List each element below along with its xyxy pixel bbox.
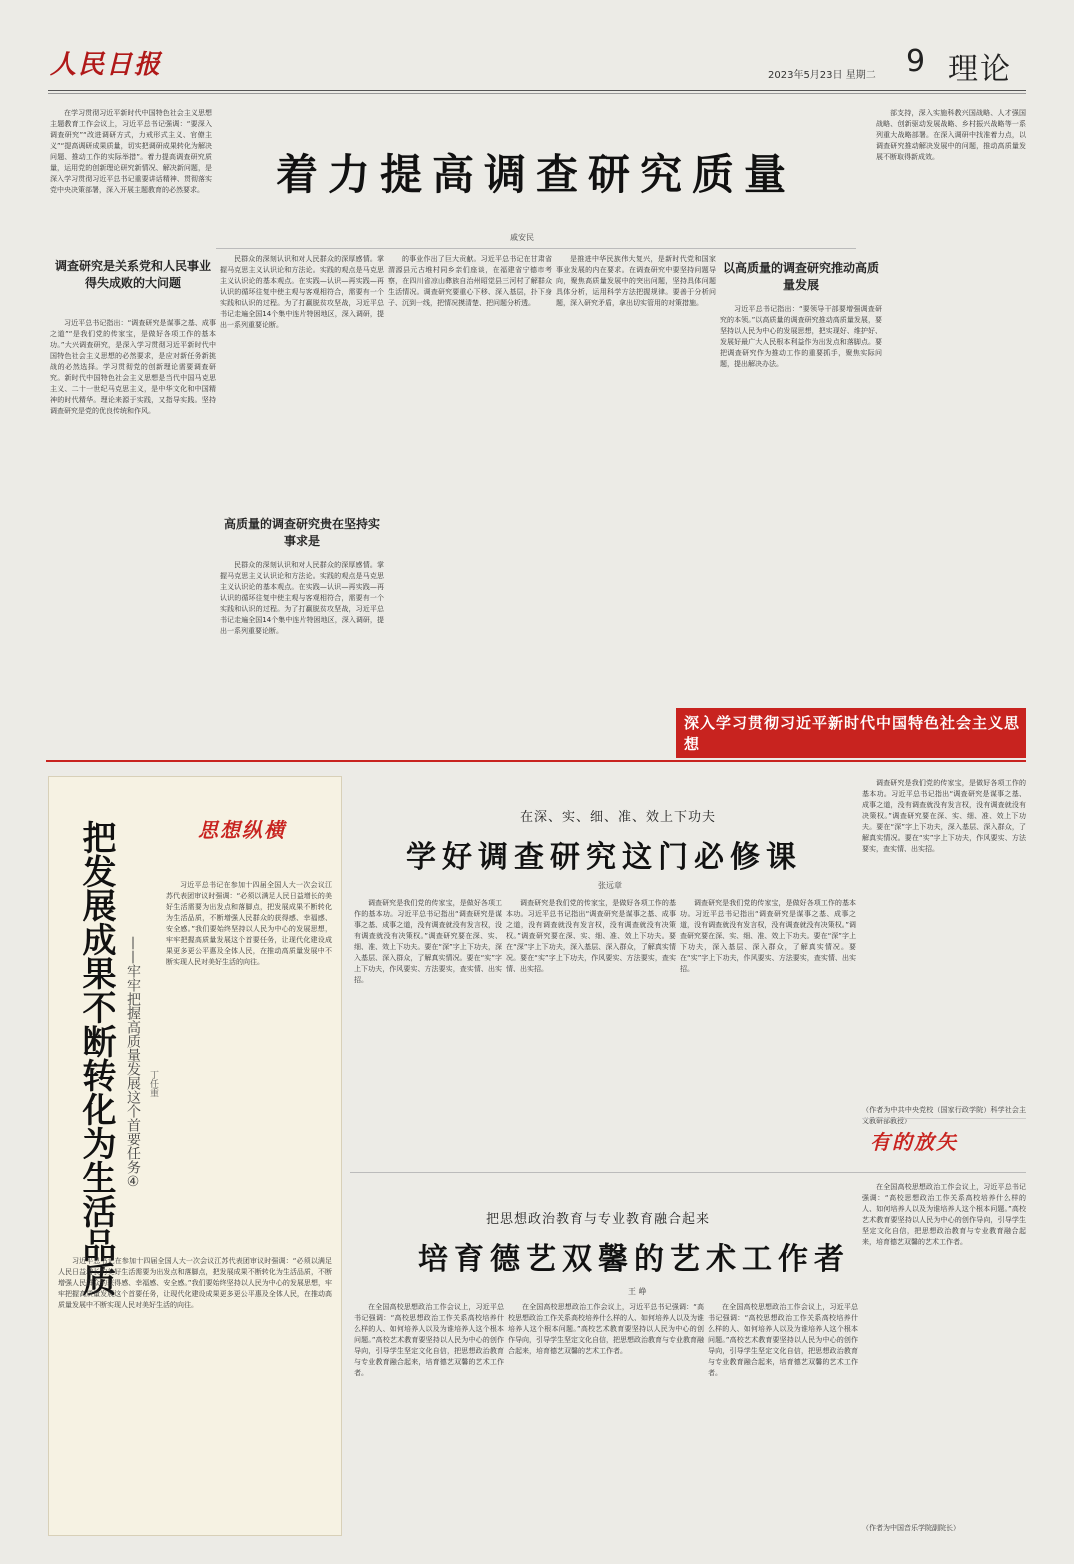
series-banner: 深入学习贯彻习近平新时代中国特色社会主义思想 [676, 708, 1026, 758]
lead-column-2: 民群众的深刻认识和对人民群众的深厚感情。掌握马克思主义认识论和方法论。实践的观点是马克思主义认识论的基本观点。在实践—认识—再实践—再认识的循环往复中使主观与客观相符合，需要有一个实践和认识的过程。为了打赢脱贫攻坚战，习近平总书记走遍全国14个集中连片特困地区，深入调研，提出一系列重要论断。 [220, 255, 384, 329]
commentary-author: 丁任重 [148, 1070, 158, 1097]
bottom-author: 王 峥 [628, 1287, 647, 1296]
issue-date: 2023年5月23日 星期二 [768, 70, 876, 81]
banner-rule [46, 760, 1026, 762]
commentary-body-cont: 习近平总书记在参加十四届全国人大一次会议江苏代表团审议时强调：“必须以满足人民日益增长的美好生活需要为出发点和落脚点，把发展成果不断转化为生活品质，不断增强人民群众的获得感、幸福感、安全感。”我们要始终坚持以人民为中心的发展思想，牢牢把握高质量发展这个首要任务，让现代化建设成果更多更公平惠及全体人民，在推动高质量发展中不断实现人民对美好生活的向往。 [58, 1257, 332, 1309]
lead-column-1: 习近平总书记指出：“调查研究是谋事之基、成事之道”“是我们党的传家宝，是做好各项工作的基本功。”大兴调查研究，是深入学习贯彻习近平新时代中国特色社会主义思想的必然要求，是应对新任务新挑战的必然选择。学习贯彻党的创新理论需要调查研究。新时代中国特色社会主义思想是当代中国马克思主义、二十一世纪马克思主义，是中华文化和中国精神的时代精华。理论来源于实践，又指导实践。坚持调查研究是党的优良传统和作风。 [50, 319, 216, 415]
middle-kicker: 在深、实、细、准、效上下功夫 [520, 810, 717, 825]
bottom-end-note: （作者为中国音乐学院副院长） [862, 1524, 960, 1532]
masthead-rule-thin [48, 93, 1026, 94]
commentary-body: 习近平总书记在参加十四届全国人大一次会议江苏代表团审议时强调：“必须以满足人民日益增长的美好生活需要为出发点和落脚点，把发展成果不断转化为生活品质，不断增强人民群众的获得感、幸福感、安全感。”我们要始终坚持以人民为中心的发展思想，牢牢把握高质量发展这个首要任务，让现代化建设成果更多更公平惠及全体人民，在推动高质量发展中不断实现人民对美好生活的向往。 [166, 881, 332, 966]
section-divider [350, 1172, 1026, 1173]
middle-column-3: 调查研究是我们党的传家宝，是做好各项工作的基本功。习近平总书记指出“调查研究是谋事之基、成事之道，没有调查就没有发言权，没有调查就没有决策权。”调查研究要在深、实、细、准、效上下功夫。要在“深”字上下功夫，深入基层、深入群众，了解真实情况。要在“实”字上下功夫，作风要实、方法要实，查实情、出实招。 [680, 899, 856, 973]
lead-subhead-1: 调查研究是关系党和人民事业得失成败的大问题 [54, 259, 211, 290]
middle-column-4: 调查研究是我们党的传家宝，是做好各项工作的基本功。习近平总书记指出“调查研究是谋事之基、成事之道，没有调查就没有发言权，没有调查就没有决策权。”调查研究要在深、实、细、准、效上下功夫。要在“深”字上下功夫，深入基层、深入群众，了解真实情况。要在“实”字上下功夫，作风要实、方法要实，查实情、出实招。 [862, 779, 1026, 853]
commentary-title: 把发展成果不断转化为生活品质 [76, 820, 116, 1296]
bottom-column-1: 在全国高校思想政治工作会议上，习近平总书记强调：“高校思想政治工作关系高校培养什么样的人、如何培养人以及为谁培养人这个根本问题。”高校艺术教育要坚持以人民为中心的创作导向，引导学生坚定文化自信，把思想政治教育与专业教育融合起来，培育德艺双馨的艺术工作者。 [354, 1303, 504, 1377]
newspaper-logo: 人民日报 [50, 50, 163, 80]
lead-column-2b: 民群众的深刻认识和对人民群众的深厚感情。掌握马克思主义认识论和方法论。实践的观点是马克思主义认识论的基本观点。在实践—认识—再实践—再认识的循环往复中使主观与客观相符合，需要有一个实践和认识的过程。为了打赢脱贫攻坚战，习近平总书记走遍全国14个集中连片特困地区，深入调研，提出一系列重要论断。 [220, 561, 384, 635]
middle-title: 学好调查研究这门必修课 [406, 840, 802, 875]
lead-title-rule [216, 248, 856, 249]
middle-column-1: 调查研究是我们党的传家宝，是做好各项工作的基本功。习近平总书记指出“调查研究是谋事之基、成事之道，没有调查就没有发言权，没有调查就没有决策权。”调查研究要在深、实、细、准、效上下功夫。要在“深”字上下功夫，深入基层、深入群众，了解真实情况。要在“实”字上下功夫，作风要实、方法要实，查实情、出实招。 [354, 899, 502, 984]
bottom-title: 培育德艺双馨的艺术工作者 [418, 1242, 850, 1277]
fangge-column-logo: 有的放矢 [870, 1130, 958, 1154]
lead-subhead-3: 以高质量的调查研究推动高质量发展 [722, 261, 879, 292]
lead-author: 戚安民 [510, 233, 534, 242]
commentary-column-logo: 思想纵横 [198, 818, 286, 842]
masthead-rule [48, 90, 1026, 91]
middle-end-note: （作者为中共中央党校（国家行政学院）科学社会主义教研部教授） [862, 1106, 1026, 1125]
bottom-column-3: 在全国高校思想政治工作会议上，习近平总书记强调：“高校思想政治工作关系高校培养什么样的人、如何培养人以及为谁培养人这个根本问题。”高校艺术教育要坚持以人民为中心的创作导向，引导学生坚定文化自信，把思想政治教育与专业教育融合起来，培育德艺双馨的艺术工作者。 [708, 1303, 858, 1377]
bottom-kicker: 把思想政治教育与专业教育融合起来 [486, 1212, 711, 1227]
lead-intro: 在学习贯彻习近平新时代中国特色社会主义思想主题教育工作会议上，习近平总书记强调：“要深入调查研究”“改进调研方式，力戒形式主义、官僚主义”“提高调研成果质量，切实把调研成果转化为解决问题、推动工作的实际举措”。着力提高调查研究质量，运用党的创新理论研究新情况、解决新问题，是深入学习贯彻习近平总书记重要讲话精神、贯彻落实党中央决策部署，深入开展主题教育的必然要求。 [50, 109, 212, 194]
bottom-column-2: 在全国高校思想政治工作会议上，习近平总书记强调：“高校思想政治工作关系高校培养什么样的人、如何培养人以及为谁培养人这个根本问题。”高校艺术教育要坚持以人民为中心的创作导向，引导学生坚定文化自信，把思想政治教育与专业教育融合起来，培育德艺双馨的艺术工作者。 [508, 1303, 704, 1355]
lead-column-3: 的事业作出了巨大贡献。习近平总书记在甘肃省渭源县元古堆村同乡亲们座谈，在福建省宁德市考察，在四川省凉山彝族自治州昭觉县三河村了解群众生活情况。调查研究要重心下移、深入基层，扑下身子、沉到一线，把情况摸清楚、把问题分析透。 [388, 255, 552, 307]
commentary-subtitle: ——牢牢把握高质量发展这个首要任务④ [125, 936, 141, 1190]
lead-column-4: 是推进中华民族伟大复兴，是新时代党和国家事业发展的内在要求。在调查研究中要坚持问题导向，聚焦高质量发展中的突出问题，坚持具体问题具体分析，运用科学方法把握规律。要善于分析问题，深入研究矛盾，拿出切实管用的对策措施。 [556, 255, 716, 307]
middle-column-2: 调查研究是我们党的传家宝，是做好各项工作的基本功。习近平总书记指出“调查研究是谋事之基、成事之道，没有调查就没有发言权，没有调查就没有决策权。”调查研究要在深、实、细、准、效上下功夫。要在“深”字上下功夫，深入基层、深入群众，了解真实情况。要在“实”字上下功夫，作风要实、方法要实，查实情、出实招。 [506, 899, 676, 973]
middle-author: 张远章 [598, 881, 622, 890]
bottom-column-4: 在全国高校思想政治工作会议上，习近平总书记强调：“高校思想政治工作关系高校培养什么样的人、如何培养人以及为谁培养人这个根本问题。”高校艺术教育要坚持以人民为中心的创作导向，引导学生坚定文化自信，把思想政治教育与专业教育融合起来，培育德艺双馨的艺术工作者。 [862, 1183, 1026, 1246]
section-name: 理论 [948, 52, 1012, 87]
lead-column-6: 部支持，深入实施科教兴国战略、人才强国战略、创新驱动发展战略、乡村振兴战略等一系列重大战略部署。在深入调研中找准着力点，以调查研究推动解决发展中的问题，推动高质量发展不断取得新成效。 [876, 109, 1026, 161]
lead-title: 着力提高调查研究质量 [276, 150, 797, 199]
lead-subhead-2: 高质量的调查研究贵在坚持实事求是 [223, 517, 380, 548]
lead-column-5: 习近平总书记指出：“要领导干部要增强调查研究的本领。”以高质量的调查研究推动高质量发展，要坚持以人民为中心的发展思想，把实现好、维护好、发展好最广大人民根本利益作为出发点和落脚点。要把调查研究作为推动工作的重要抓手，聚焦实际问题，提出解决办法。 [720, 305, 882, 368]
page-number: 9 [906, 44, 926, 79]
